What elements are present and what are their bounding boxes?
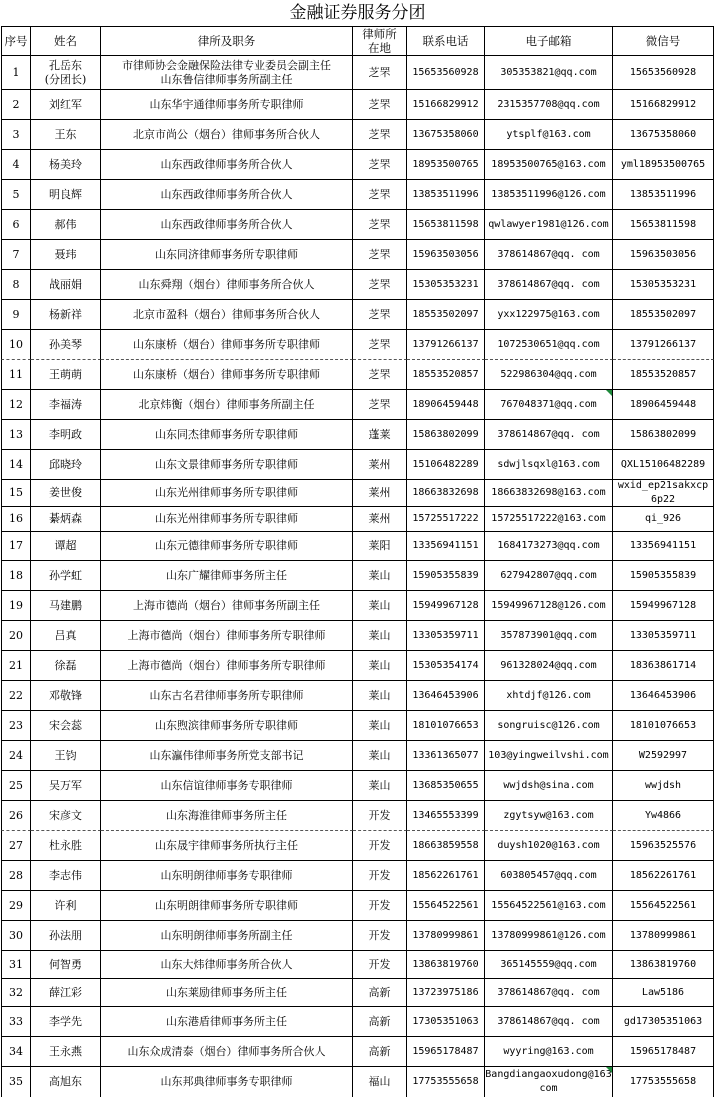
col-wechat-cell: 15963503056 xyxy=(613,240,714,270)
col-location-cell: 莱山 xyxy=(353,651,407,681)
col-email-cell: ytsplf@163.com xyxy=(485,120,613,150)
col-phone-cell: 17753555658 xyxy=(407,1067,485,1097)
col-no-cell: 22 xyxy=(1,681,31,711)
col-phone-cell: 13356941151 xyxy=(407,532,485,561)
col-name-cell: 聂玮 xyxy=(31,240,101,270)
col-location-cell: 莱州 xyxy=(353,480,407,507)
col-wechat-cell: 15653811598 xyxy=(613,210,714,240)
col-wechat-cell: 15166829912 xyxy=(613,90,714,120)
col-name-cell: 郝伟 xyxy=(31,210,101,240)
col-no-cell: 6 xyxy=(1,210,31,240)
col-email-cell: 18663832698@163.com xyxy=(485,480,613,507)
col-wechat-cell: Yw4866 xyxy=(613,801,714,831)
col-no-cell: 18 xyxy=(1,561,31,591)
col-firm-cell: 山东海淮律师事务所主任 xyxy=(101,801,353,831)
col-location-cell: 蓬莱 xyxy=(353,420,407,450)
col-no-cell: 17 xyxy=(1,532,31,561)
col-email-cell: 15949967128@126.com xyxy=(485,591,613,621)
col-no-cell: 25 xyxy=(1,771,31,801)
col-no-cell: 3 xyxy=(1,120,31,150)
col-no-cell: 26 xyxy=(1,801,31,831)
col-location-cell: 芝罘 xyxy=(353,56,407,90)
col-firm-cell: 山东众成清泰（烟台）律师事务所合伙人 xyxy=(101,1037,353,1067)
col-wechat-cell: W2592997 xyxy=(613,741,714,771)
col-name-cell: 吴万军 xyxy=(31,771,101,801)
col-location-cell: 芝罘 xyxy=(353,180,407,210)
col-name-cell: 李明政 xyxy=(31,420,101,450)
col-firm-cell: 北京炜衡（烟台）律师事务所副主任 xyxy=(101,390,353,420)
col-wechat-cell: 17753555658 xyxy=(613,1067,714,1097)
col-name-cell: 宋会蕊 xyxy=(31,711,101,741)
col-email-cell: wyyring@163.com xyxy=(485,1037,613,1067)
col-location-cell: 开发 xyxy=(353,801,407,831)
header-col-no: 序号 xyxy=(1,26,31,56)
col-location-cell: 高新 xyxy=(353,1037,407,1067)
col-name-cell: 徐磊 xyxy=(31,651,101,681)
col-email-cell: 18953500765@163.com xyxy=(485,150,613,180)
col-phone-cell: 13465553399 xyxy=(407,801,485,831)
col-firm-cell: 上海市德尚（烟台）律师事务所副主任 xyxy=(101,591,353,621)
col-location-cell: 开发 xyxy=(353,951,407,979)
col-name-text: 孔岳东 (分团长) xyxy=(44,58,87,86)
col-firm-cell: 山东华宇通律师事务所专职律师 xyxy=(101,90,353,120)
col-email-cell: 378614867@qq. com xyxy=(485,270,613,300)
col-no-cell: 31 xyxy=(1,951,31,979)
col-wechat-cell: 15963525576 xyxy=(613,831,714,861)
col-email-cell: yxx122975@163.com xyxy=(485,300,613,330)
col-wechat-cell: 15949967128 xyxy=(613,591,714,621)
col-phone-cell: 15905355839 xyxy=(407,561,485,591)
col-name-cell: 薛江彩 xyxy=(31,979,101,1007)
col-location-cell: 莱山 xyxy=(353,711,407,741)
col-firm-cell: 山东煦滨律师事务所专职律师 xyxy=(101,711,353,741)
col-no-cell: 16 xyxy=(1,507,31,532)
col-wechat-cell: 15305353231 xyxy=(613,270,714,300)
col-no-cell: 24 xyxy=(1,741,31,771)
col-phone-cell: 13361365077 xyxy=(407,741,485,771)
col-location-cell: 莱阳 xyxy=(353,532,407,561)
col-location-cell: 高新 xyxy=(353,979,407,1007)
col-email-cell: 603805457@qq.com xyxy=(485,861,613,891)
col-no-cell: 11 xyxy=(1,360,31,390)
col-firm-cell: 山东广耀律师事务所主任 xyxy=(101,561,353,591)
col-phone-cell: 15863802099 xyxy=(407,420,485,450)
col-wechat-cell: 18906459448 xyxy=(613,390,714,420)
col-phone-cell: 15305354174 xyxy=(407,651,485,681)
col-location-cell: 芝罘 xyxy=(353,300,407,330)
header-col-location xyxy=(353,26,407,56)
col-wechat-cell: 15965178487 xyxy=(613,1037,714,1067)
col-wechat-cell: 18363861714 xyxy=(613,651,714,681)
col-email-cell: xhtdjf@126.com xyxy=(485,681,613,711)
col-firm-text: 市律师协会金融保险法律专业委员会副主任 山东鲁信律师事务所副主任 xyxy=(122,58,331,86)
col-firm-cell: 山东同杰律师事务所专职律师 xyxy=(101,420,353,450)
col-firm-cell xyxy=(101,56,353,90)
col-email-cell: songruisc@126.com xyxy=(485,711,613,741)
col-firm-cell: 山东元德律师事务所专职律师 xyxy=(101,532,353,561)
col-phone-cell: 18562261761 xyxy=(407,861,485,891)
col-phone-cell: 15166829912 xyxy=(407,90,485,120)
col-email-cell: 1072530651@qq.com xyxy=(485,330,613,360)
col-name-cell: 战丽娟 xyxy=(31,270,101,300)
col-name-cell: 杨新祥 xyxy=(31,300,101,330)
col-phone-cell: 18663832698 xyxy=(407,480,485,507)
col-name-cell xyxy=(31,56,101,90)
col-wechat-cell: 15564522561 xyxy=(613,891,714,921)
col-wechat-cell xyxy=(613,480,714,507)
col-phone-cell: 13305359711 xyxy=(407,621,485,651)
col-firm-cell: 山东舜翔（烟台）律师事务所合伙人 xyxy=(101,270,353,300)
col-email-cell: qwlawyer1981@126.com xyxy=(485,210,613,240)
col-location-cell: 芝罘 xyxy=(353,90,407,120)
col-no-cell: 28 xyxy=(1,861,31,891)
col-no-cell: 9 xyxy=(1,300,31,330)
col-email-cell: 378614867@qq. com xyxy=(485,240,613,270)
col-firm-cell: 山东康桥（烟台）律师事务所专职律师 xyxy=(101,330,353,360)
col-no-cell: 5 xyxy=(1,180,31,210)
col-no-cell: 32 xyxy=(1,979,31,1007)
col-location-cell: 芝罘 xyxy=(353,210,407,240)
col-phone-cell: 13863819760 xyxy=(407,951,485,979)
lawyer-table xyxy=(1,26,714,1097)
col-name-cell: 许利 xyxy=(31,891,101,921)
col-email-cell: 961328024@qq.com xyxy=(485,651,613,681)
col-phone-cell: 15305353231 xyxy=(407,270,485,300)
col-name-cell: 李福涛 xyxy=(31,390,101,420)
col-wechat-cell: 15863802099 xyxy=(613,420,714,450)
col-location-cell: 莱山 xyxy=(353,681,407,711)
col-no-cell: 13 xyxy=(1,420,31,450)
col-location-cell: 开发 xyxy=(353,861,407,891)
col-phone-cell: 18553520857 xyxy=(407,360,485,390)
col-location-cell: 开发 xyxy=(353,831,407,861)
col-name-cell: 何智勇 xyxy=(31,951,101,979)
col-phone-cell: 13675358060 xyxy=(407,120,485,150)
col-no-cell: 30 xyxy=(1,921,31,951)
col-no-cell: 4 xyxy=(1,150,31,180)
col-no-cell: 20 xyxy=(1,621,31,651)
header-col-email: 电子邮箱 xyxy=(485,26,613,56)
col-wechat-cell: 13675358060 xyxy=(613,120,714,150)
col-email-cell: 13853511996@126.com xyxy=(485,180,613,210)
col-email-cell: 378614867@qq. com xyxy=(485,979,613,1007)
col-phone-cell: 15725517222 xyxy=(407,507,485,532)
col-firm-cell: 山东莱励律师事务所主任 xyxy=(101,979,353,1007)
col-phone-cell: 15965178487 xyxy=(407,1037,485,1067)
col-phone-cell: 15106482289 xyxy=(407,450,485,480)
col-name-cell: 杨美玲 xyxy=(31,150,101,180)
header-col-phone: 联系电话 xyxy=(407,26,485,56)
col-location-cell: 芝罘 xyxy=(353,270,407,300)
col-wechat-cell: gd17305351063 xyxy=(613,1007,714,1037)
col-email-cell: wwjdsh@sina.com xyxy=(485,771,613,801)
col-firm-cell: 北京市盈科（烟台）律师事务所合伙人 xyxy=(101,300,353,330)
col-firm-cell: 山东明朗律师事务所专职律师 xyxy=(101,891,353,921)
col-email-cell: 365145559@qq.com xyxy=(485,951,613,979)
col-location-cell: 福山 xyxy=(353,1067,407,1097)
col-email-cell: 378614867@qq. com xyxy=(485,1007,613,1037)
col-wechat-cell: 13853511996 xyxy=(613,180,714,210)
col-location-cell: 莱山 xyxy=(353,621,407,651)
col-no-cell: 34 xyxy=(1,1037,31,1067)
col-name-cell: 宋彦文 xyxy=(31,801,101,831)
col-phone-cell: 15653560928 xyxy=(407,56,485,90)
col-firm-cell: 山东大炜律师事务所合伙人 xyxy=(101,951,353,979)
col-email-cell: 357873901@qq.com xyxy=(485,621,613,651)
col-wechat-cell: QXL15106482289 xyxy=(613,450,714,480)
col-wechat-cell: 13356941151 xyxy=(613,532,714,561)
col-firm-cell: 上海市德尚（烟台）律师事务所专职律师 xyxy=(101,651,353,681)
col-firm-cell: 山东晟宇律师事务所执行主任 xyxy=(101,831,353,861)
col-name-cell: 杜永胜 xyxy=(31,831,101,861)
col-name-cell: 王钧 xyxy=(31,741,101,771)
col-no-cell: 33 xyxy=(1,1007,31,1037)
col-location-cell: 芝罘 xyxy=(353,390,407,420)
col-wechat-cell: 13305359711 xyxy=(613,621,714,651)
col-email-cell: 305353821@qq.com xyxy=(485,56,613,90)
col-name-cell: 邓敬锋 xyxy=(31,681,101,711)
col-firm-cell: 山东同济律师事务所专职律师 xyxy=(101,240,353,270)
col-name-cell: 姜世俊 xyxy=(31,480,101,507)
col-location-cell: 莱山 xyxy=(353,591,407,621)
col-phone-cell: 15949967128 xyxy=(407,591,485,621)
col-name-cell: 綦炳森 xyxy=(31,507,101,532)
col-phone-cell: 13791266137 xyxy=(407,330,485,360)
col-firm-cell: 山东邦典律师事务专职律师 xyxy=(101,1067,353,1097)
col-name-cell: 高旭东 xyxy=(31,1067,101,1097)
col-name-cell: 马建鹏 xyxy=(31,591,101,621)
col-email-cell: 2315357708@qq.com xyxy=(485,90,613,120)
col-name-cell: 谭超 xyxy=(31,532,101,561)
col-wechat-cell: 18553520857 xyxy=(613,360,714,390)
col-no-cell: 7 xyxy=(1,240,31,270)
header-col-name: 姓名 xyxy=(31,26,101,56)
col-name-cell: 王永燕 xyxy=(31,1037,101,1067)
col-wechat-cell: Law5186 xyxy=(613,979,714,1007)
col-firm-cell: 山东明朗律师事务专职律师 xyxy=(101,861,353,891)
col-location-cell: 开发 xyxy=(353,891,407,921)
col-no-cell: 23 xyxy=(1,711,31,741)
col-phone-cell: 13646453906 xyxy=(407,681,485,711)
col-no-cell: 12 xyxy=(1,390,31,420)
col-name-cell: 孙美琴 xyxy=(31,330,101,360)
col-location-cell: 芝罘 xyxy=(353,150,407,180)
col-firm-cell: 山东西政律师事务所合伙人 xyxy=(101,210,353,240)
col-location-cell: 莱山 xyxy=(353,741,407,771)
col-name-cell: 孙学虹 xyxy=(31,561,101,591)
col-wechat-cell: 15905355839 xyxy=(613,561,714,591)
col-no-cell: 14 xyxy=(1,450,31,480)
col-wechat-cell: 13646453906 xyxy=(613,681,714,711)
header-col-firm: 律所及职务 xyxy=(101,26,353,56)
col-no-cell: 19 xyxy=(1,591,31,621)
col-email-cell: 378614867@qq. com xyxy=(485,420,613,450)
col-no-cell: 8 xyxy=(1,270,31,300)
col-phone-cell: 18553502097 xyxy=(407,300,485,330)
col-wechat-cell: 18553502097 xyxy=(613,300,714,330)
col-firm-cell: 上海市德尚（烟台）律师事务所专职律师 xyxy=(101,621,353,651)
col-location-cell: 芝罘 xyxy=(353,120,407,150)
col-name-cell: 王萌萌 xyxy=(31,360,101,390)
col-no-cell: 35 xyxy=(1,1067,31,1097)
col-location-cell: 莱州 xyxy=(353,450,407,480)
header-label: 律师所 在地 xyxy=(362,27,397,55)
table-title: 金融证券服务分团 xyxy=(289,3,426,23)
col-phone-cell: 18663859558 xyxy=(407,831,485,861)
col-phone-cell: 13780999861 xyxy=(407,921,485,951)
col-no-cell: 10 xyxy=(1,330,31,360)
col-location-cell: 开发 xyxy=(353,921,407,951)
col-wechat-cell: 13791266137 xyxy=(613,330,714,360)
col-wechat-cell: 18562261761 xyxy=(613,861,714,891)
comment-marker-icon xyxy=(606,1067,612,1073)
col-phone-cell: 18101076653 xyxy=(407,711,485,741)
col-location-cell: 莱州 xyxy=(353,507,407,532)
col-phone-cell: 13685350655 xyxy=(407,771,485,801)
col-email-cell: 1684173273@qq.com xyxy=(485,532,613,561)
col-no-cell: 29 xyxy=(1,891,31,921)
col-email-cell: 15725517222@163.com xyxy=(485,507,613,532)
col-location-cell: 芝罘 xyxy=(353,360,407,390)
col-phone-cell: 18953500765 xyxy=(407,150,485,180)
col-email-text: Bangdiangaoxudong@163 com xyxy=(485,1069,612,1094)
col-email-cell: 103@yingweilvshi.com xyxy=(485,741,613,771)
col-name-cell: 孙法朋 xyxy=(31,921,101,951)
col-firm-cell: 山东港盾律师事务所主任 xyxy=(101,1007,353,1037)
col-firm-cell: 山东瀛伟律师事务所党支部书记 xyxy=(101,741,353,771)
col-name-cell: 邱晓玲 xyxy=(31,450,101,480)
col-wechat-cell: 13863819760 xyxy=(613,951,714,979)
col-location-cell: 莱山 xyxy=(353,561,407,591)
col-firm-cell: 山东光州律师事务所专职律师 xyxy=(101,507,353,532)
col-firm-cell: 山东信谊律师事务专职律师 xyxy=(101,771,353,801)
header-col-wechat: 微信号 xyxy=(613,26,714,56)
col-phone-cell: 15653811598 xyxy=(407,210,485,240)
col-firm-cell: 山东西政律师事务所合伙人 xyxy=(101,150,353,180)
col-email-cell: duysh1020@163.com xyxy=(485,831,613,861)
col-phone-cell: 15564522561 xyxy=(407,891,485,921)
col-no-cell: 27 xyxy=(1,831,31,861)
col-phone-cell: 13723975186 xyxy=(407,979,485,1007)
col-location-cell: 芝罘 xyxy=(353,330,407,360)
col-email-cell: 13780999861@126.com xyxy=(485,921,613,951)
col-phone-cell: 18906459448 xyxy=(407,390,485,420)
col-name-cell: 吕真 xyxy=(31,621,101,651)
col-no-cell: 2 xyxy=(1,90,31,120)
col-wechat-cell: wwjdsh xyxy=(613,771,714,801)
col-email-cell: 15564522561@163.com xyxy=(485,891,613,921)
col-firm-cell: 山东文景律师事务所专职律师 xyxy=(101,450,353,480)
col-email-cell: zgytsyw@163.com xyxy=(485,801,613,831)
col-wechat-cell: 18101076653 xyxy=(613,711,714,741)
col-wechat-text: wxid_ep21sakxcp 6p22 xyxy=(617,480,709,505)
col-email-cell: 767048371@qq.com xyxy=(485,390,613,420)
col-name-cell: 明良辉 xyxy=(31,180,101,210)
col-firm-cell: 北京市尚公（烟台）律师事务所合伙人 xyxy=(101,120,353,150)
col-email-cell: sdwjlsqxl@163.com xyxy=(485,450,613,480)
col-location-cell: 芝罘 xyxy=(353,240,407,270)
col-wechat-cell: qi_926 xyxy=(613,507,714,532)
col-firm-cell: 山东康桥（烟台）律师事务所专职律师 xyxy=(101,360,353,390)
col-firm-cell: 山东古名君律师事务所专职律师 xyxy=(101,681,353,711)
col-no-cell: 15 xyxy=(1,480,31,507)
col-wechat-cell: 13780999861 xyxy=(613,921,714,951)
col-no-cell: 21 xyxy=(1,651,31,681)
col-firm-cell: 山东西政律师事务所合伙人 xyxy=(101,180,353,210)
col-email-cell xyxy=(485,1067,613,1097)
comment-marker-icon xyxy=(606,390,612,396)
col-location-cell: 高新 xyxy=(353,1007,407,1037)
col-wechat-cell: yml18953500765 xyxy=(613,150,714,180)
col-email-cell: 627942807@qq.com xyxy=(485,561,613,591)
col-firm-cell: 山东光州律师事务所专职律师 xyxy=(101,480,353,507)
col-email-cell: 522986304@qq.com xyxy=(485,360,613,390)
col-phone-cell: 13853511996 xyxy=(407,180,485,210)
col-wechat-cell: 15653560928 xyxy=(613,56,714,90)
col-name-cell: 李志伟 xyxy=(31,861,101,891)
col-firm-cell: 山东明朗律师事务所副主任 xyxy=(101,921,353,951)
col-name-cell: 李学先 xyxy=(31,1007,101,1037)
col-name-cell: 刘红军 xyxy=(31,90,101,120)
col-location-cell: 莱山 xyxy=(353,771,407,801)
col-phone-cell: 15963503056 xyxy=(407,240,485,270)
col-no-cell: 1 xyxy=(1,56,31,90)
col-phone-cell: 17305351063 xyxy=(407,1007,485,1037)
col-name-cell: 王东 xyxy=(31,120,101,150)
